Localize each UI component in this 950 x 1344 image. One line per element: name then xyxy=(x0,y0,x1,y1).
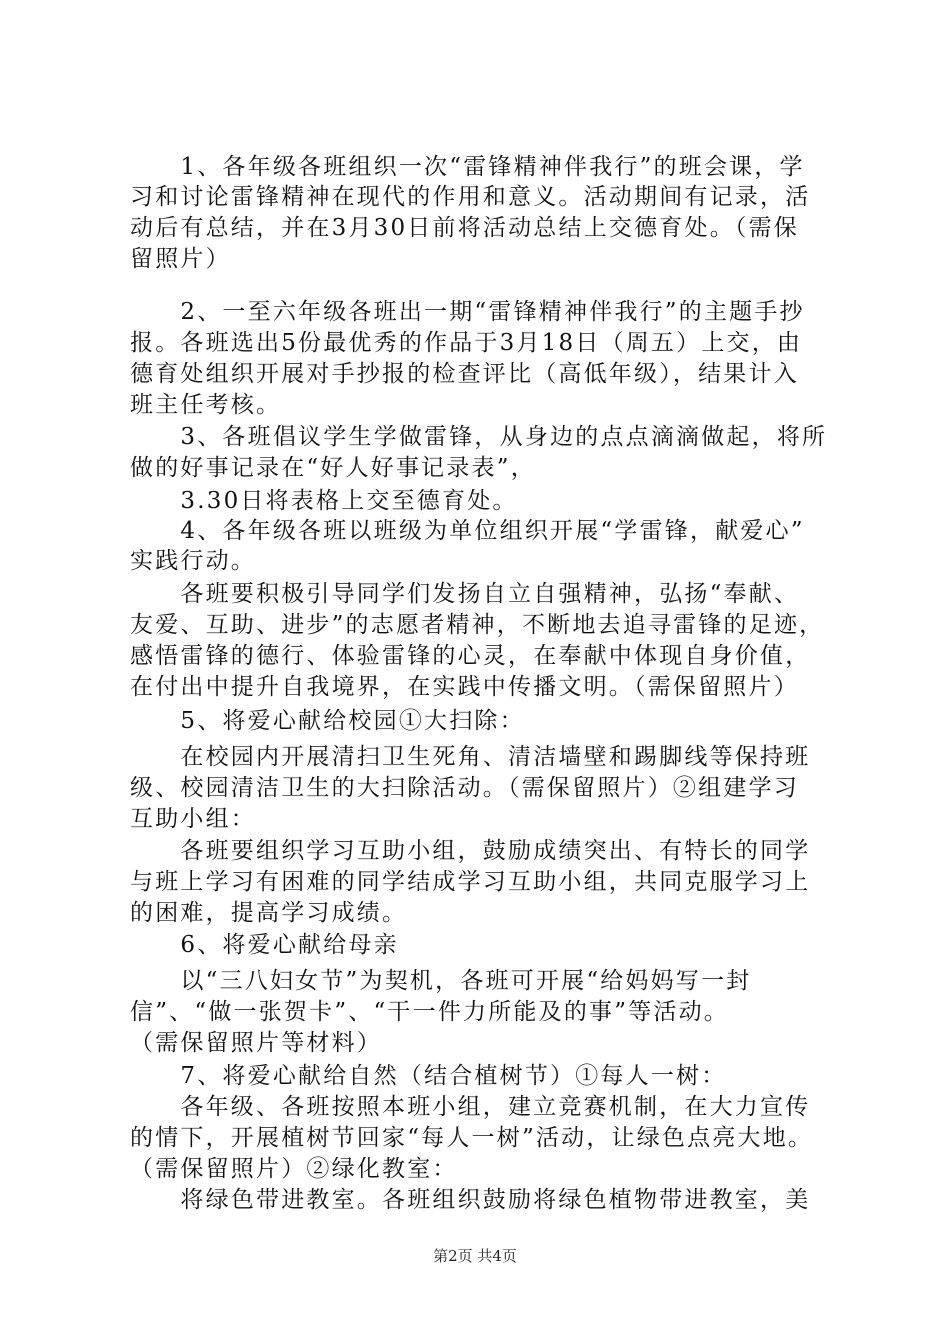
text-line: 信”、“做一张贺卡”、“干一件力所能及的事”等活动。 xyxy=(130,999,729,1025)
text-line: 各年级、各班按照本班小组，建立竞赛机制，在大力宣传 xyxy=(130,1094,811,1120)
text-line: 实践行动。 xyxy=(130,548,256,574)
text-line: 6、将爱心献给母亲 xyxy=(130,932,399,958)
text-line: 做的好事记录在“好人好事记录表”， xyxy=(130,455,536,481)
text-line: 4、各年级各班以班级为单位组织开展“学雷锋，献爱心” xyxy=(130,518,805,544)
text-line: 习和讨论雷锋精神在现代的作用和意义。活动期间有记录，活 xyxy=(130,184,811,210)
text-line: 友爱、互助、进步”的志愿者精神，不断地去追寻雷锋的足迹， xyxy=(130,612,825,638)
text-line: （需保留照片等材料） xyxy=(130,1030,382,1056)
text-line: 的困难，提高学习成绩。 xyxy=(130,900,408,926)
text-line: 7、将爱心献给自然（结合植树节）①每人一树： xyxy=(130,1063,727,1089)
text-line: 以“三八妇女节”为契机，各班可开展“给妈妈写一封 xyxy=(130,968,752,994)
page-footer xyxy=(0,1246,950,1266)
text-line: 与班上学习有困难的同学结成学习互助小组，共同克服学习上 xyxy=(130,869,811,895)
text-line: 3.30日将表格上交至德育处。 xyxy=(130,488,518,514)
text-line: 互助小组： xyxy=(130,806,256,832)
text-line: 的情下，开展植树节回家“每人一树”活动，让绿色点亮大地。 xyxy=(130,1125,814,1151)
text-line: 各班要积极引导同学们发扬自立自强精神，弘扬“奉献、 xyxy=(130,581,800,607)
text-line: 各班要组织学习互助小组，鼓励成绩突出、有特长的同学 xyxy=(130,838,811,864)
text-line: 感悟雷锋的德行、体验雷锋的心灵，在奉献中体现自身价值， xyxy=(130,643,811,669)
text-line: 级、校园清洁卫生的大扫除活动。（需保留照片）②组建学习 xyxy=(130,775,799,801)
text-line: 在付出中提升自我境界，在实践中传播文明。（需保留照片） xyxy=(130,674,799,700)
text-line: 报。各班选出5份最优秀的作品于3月18日（周五）上交，由 xyxy=(130,330,803,356)
text-line: 德育处组织开展对手抄报的检查评比（高低年级），结果计入 xyxy=(130,361,799,387)
text-line: 2、一至六年级各班出一期“雷锋精神伴我行”的主题手抄 xyxy=(130,299,805,325)
text-line: 1、各年级各班组织一次“雷锋精神伴我行”的班会课，学 xyxy=(130,154,805,180)
text-line: （需保留照片）②绿化教室： xyxy=(130,1156,458,1182)
text-line: 在校园内开展清扫卫生死角、清洁墙壁和踢脚线等保持班 xyxy=(130,744,811,770)
text-line: 将绿色带进教室。各班组织鼓励将绿色植物带进教室，美 xyxy=(130,1187,811,1213)
text-line: 3、各班倡议学生学做雷锋，从身边的点点滴滴做起，将所 xyxy=(130,424,828,450)
text-line: 5、将爱心献给校园①大扫除： xyxy=(130,708,525,734)
page-number-label: 第2页 共4页 xyxy=(433,1247,517,1265)
text-line: 班主任考核。 xyxy=(130,392,282,418)
text-line: 动后有总结，并在3月30日前将活动总结上交德育处。（需保 xyxy=(130,215,799,241)
text-line: 留照片） xyxy=(130,246,231,272)
